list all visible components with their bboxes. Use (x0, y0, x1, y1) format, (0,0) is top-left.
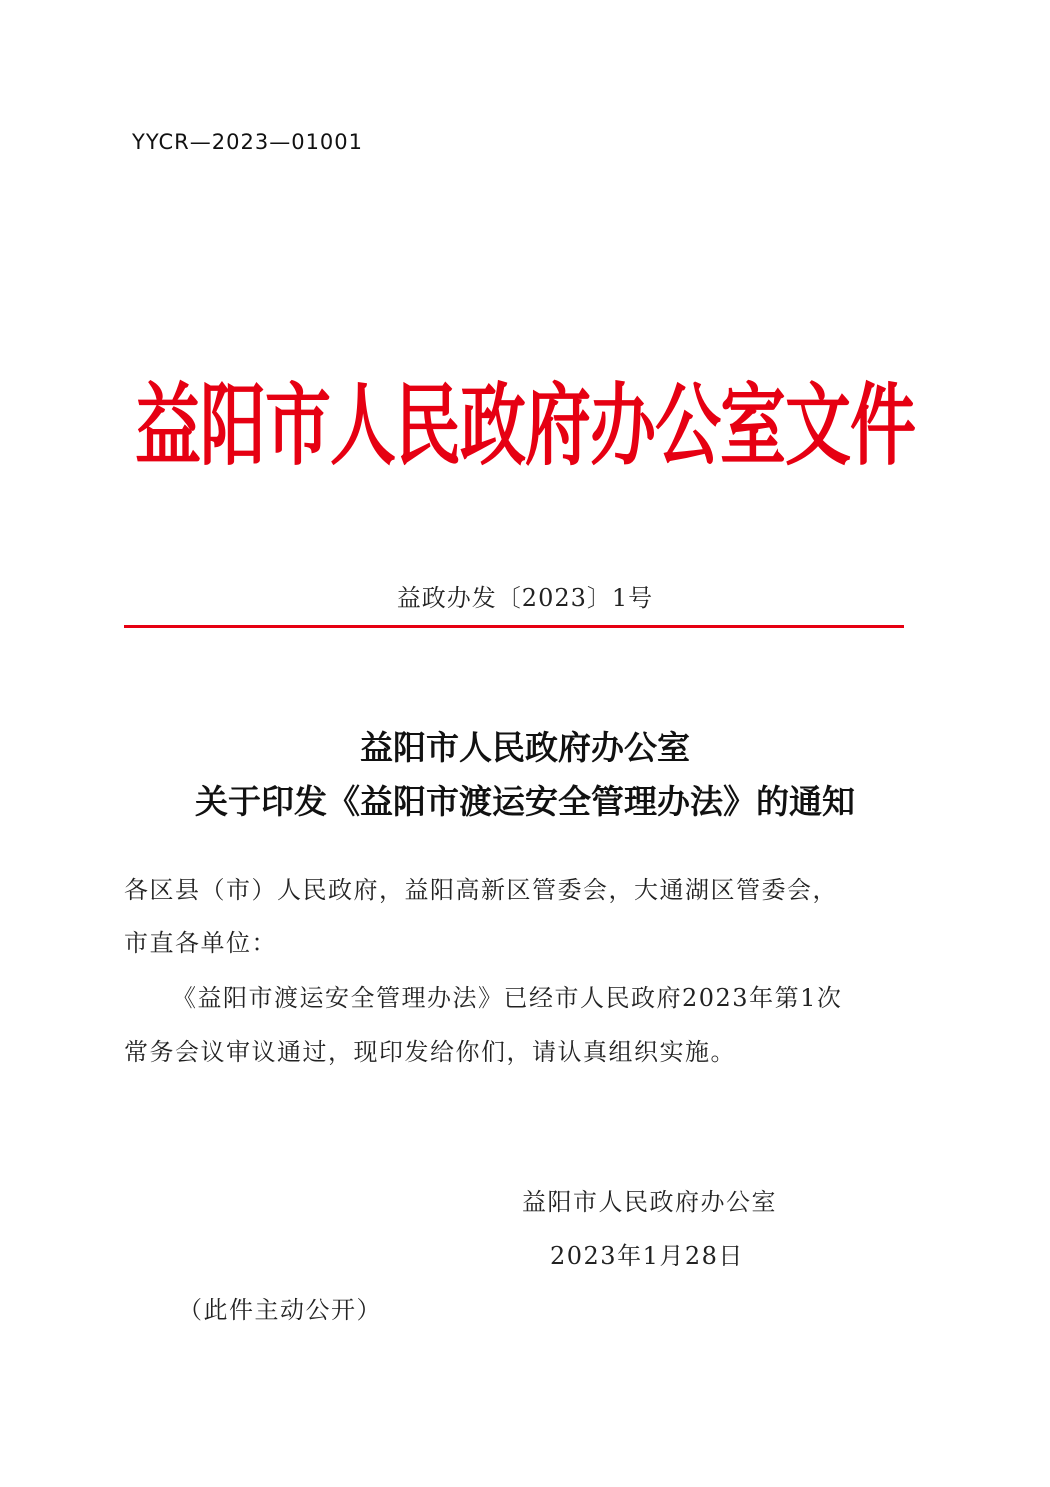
document-code: YYCR—2023—01001 (132, 130, 364, 154)
addressee-line-2: 市直各单位： (124, 929, 277, 957)
issuer-signature: 益阳市人民政府办公室 (522, 1188, 777, 1216)
red-divider-line (124, 625, 904, 628)
body-paragraph-line-2: 常务会议审议通过，现印发给你们，请认真组织实施。 (124, 1038, 736, 1066)
document-title-line-1: 益阳市人民政府办公室 (360, 728, 690, 767)
addressee-line-1: 各区县（市）人民政府，益阳高新区管委会，大通湖区管委会， (124, 876, 838, 904)
red-header-text: 益阳市人民政府办公室文件 (135, 374, 915, 479)
issue-date: 2023年1月28日 (550, 1242, 744, 1270)
disclosure-note: （此件主动公开） (178, 1296, 382, 1324)
red-header-title (0, 372, 1050, 482)
file-number: 益政办发〔2023〕1号 (396, 584, 654, 612)
body-paragraph-line-1: 《益阳市渡运安全管理办法》已经市人民政府2023年第1次 (172, 984, 843, 1012)
document-title-line-2: 关于印发《益阳市渡运安全管理办法》的通知 (195, 782, 855, 821)
